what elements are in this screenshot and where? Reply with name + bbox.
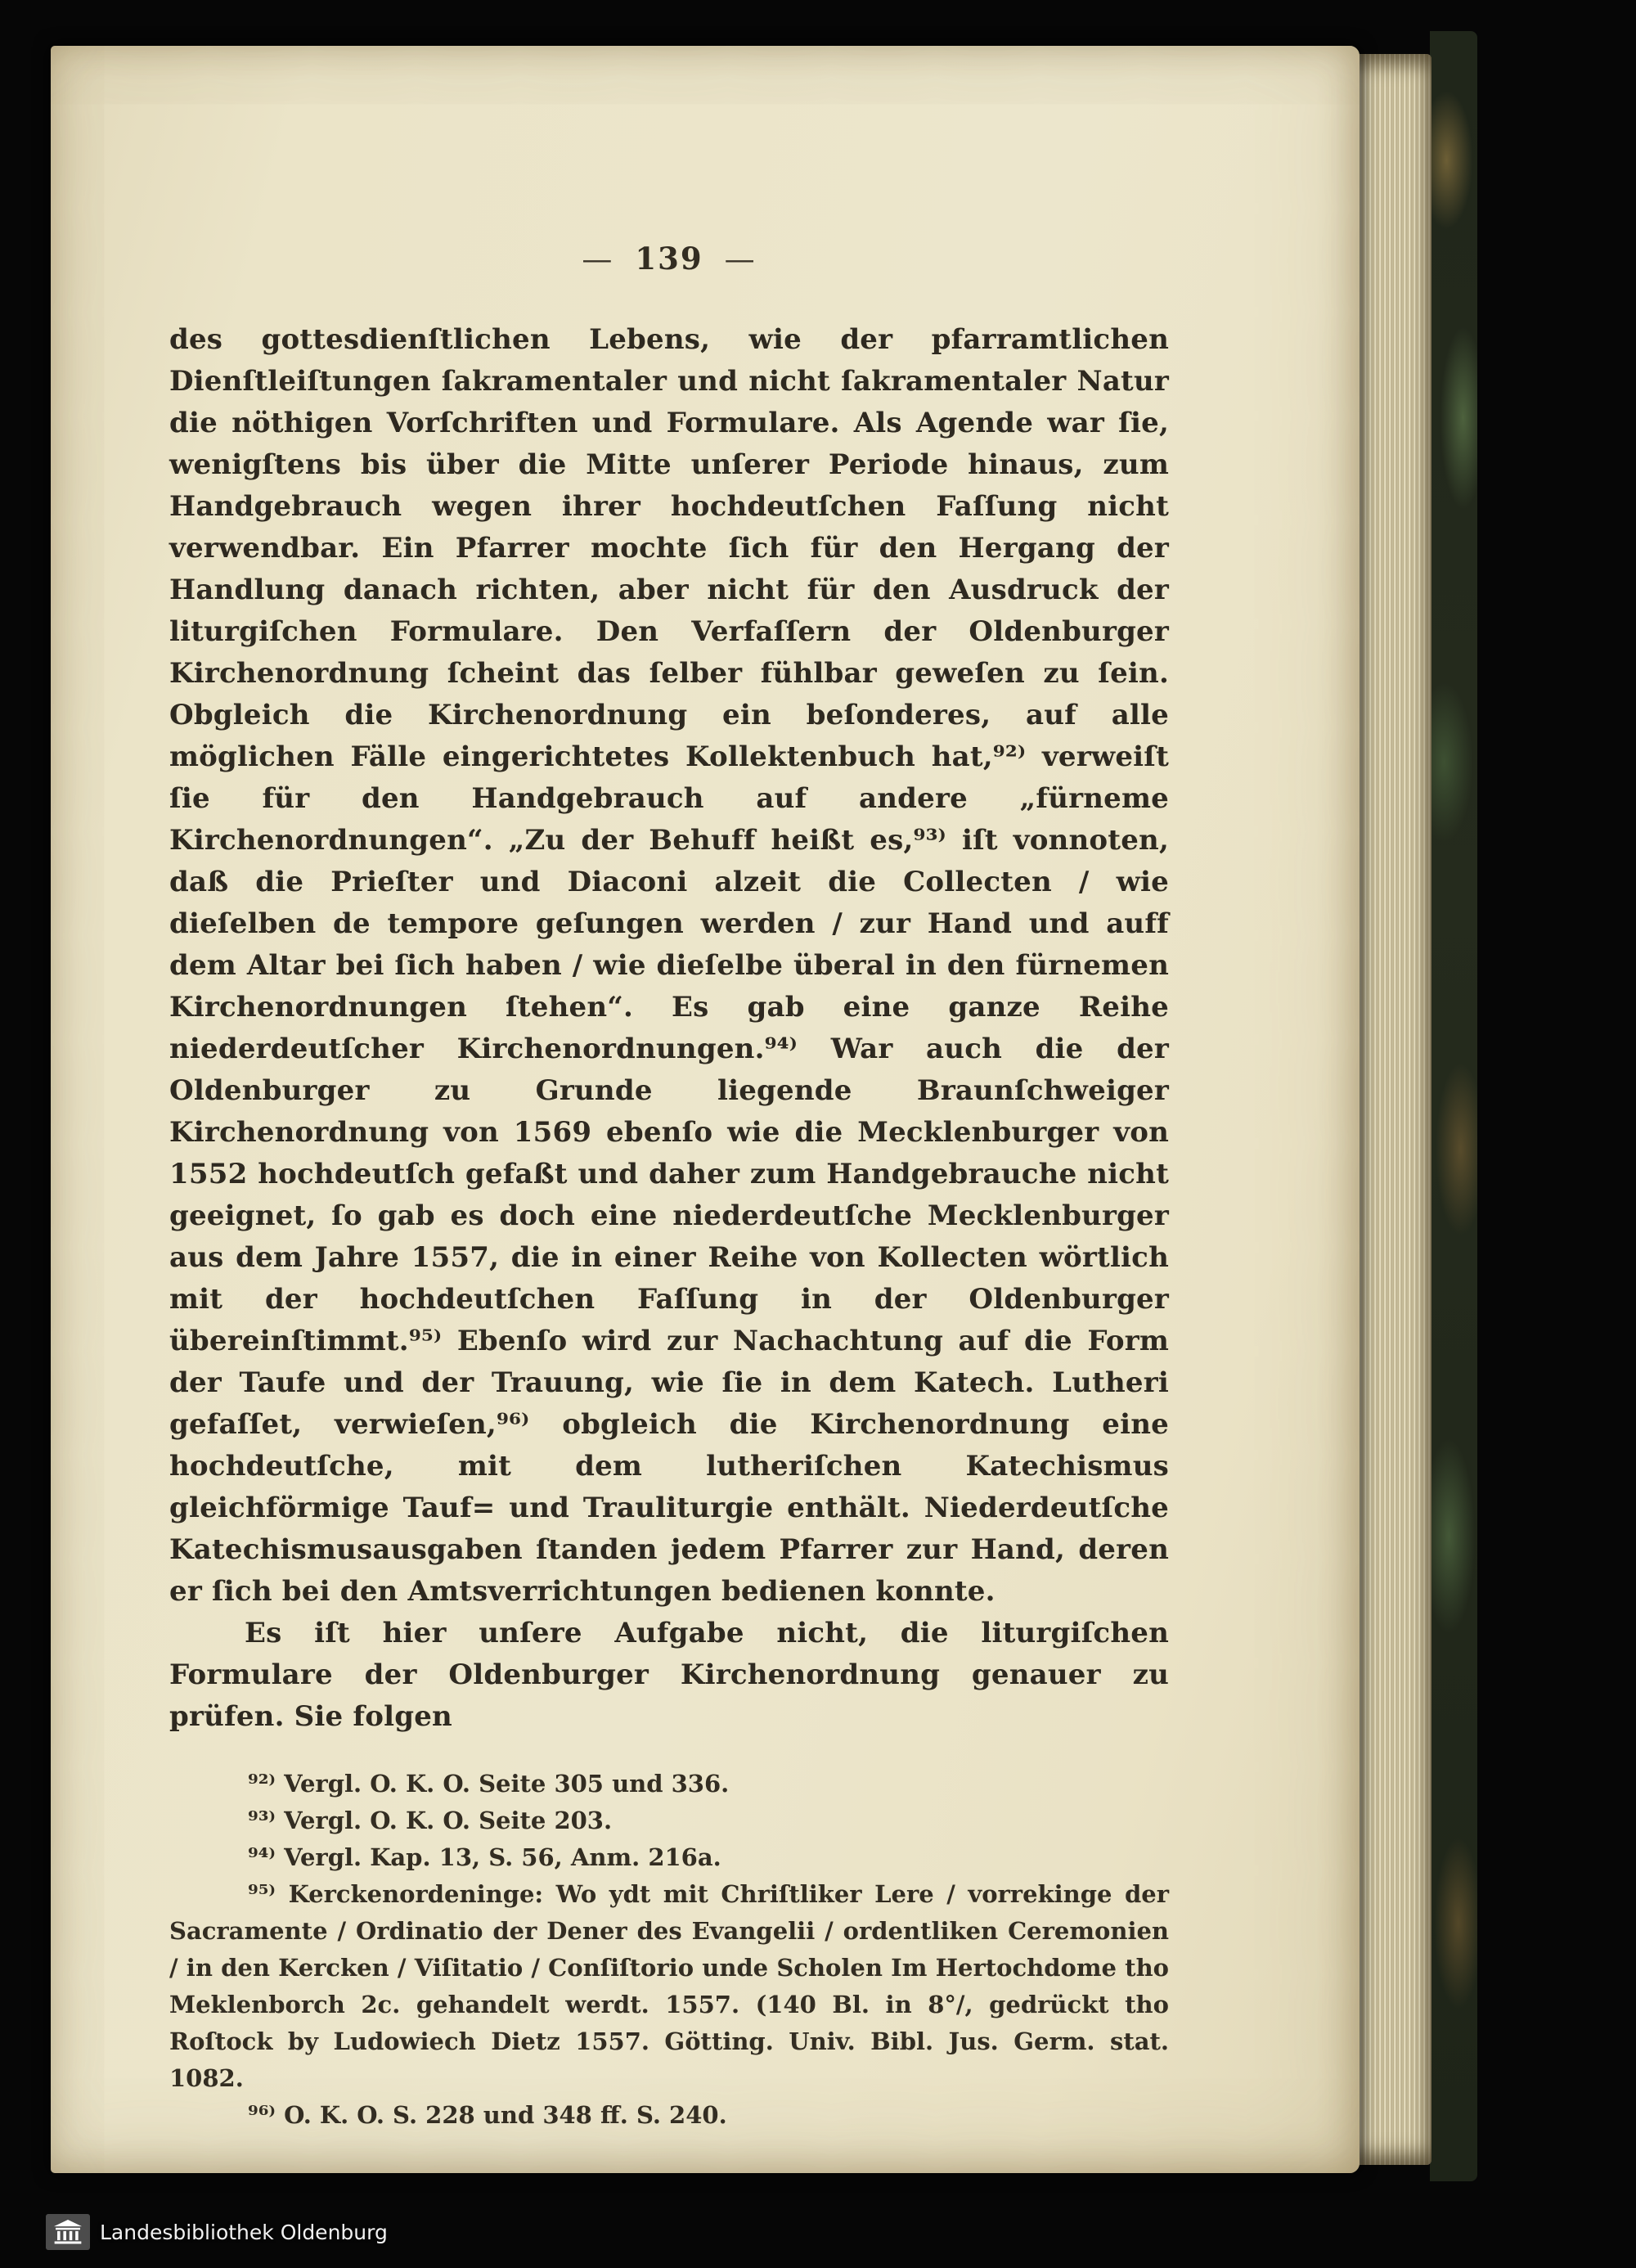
footnote-92: ⁹²⁾ Vergl. O. K. O. Seite 305 und 336. bbox=[248, 1770, 730, 1798]
page-number-dash-right: — bbox=[724, 241, 757, 277]
footnotes-section bbox=[169, 1766, 1169, 2134]
page-edges bbox=[1350, 54, 1432, 2165]
footnote-95: ⁹⁵⁾ Kerckenordeninge: Wo ydt mit Chriſtliker Lere / vorrekinge der Sacramente / Ordinatio der Dener des Evangelii / ordentliken Ceremonien / in den Kercken / Viſitatio / Conſiſtorio unde Scholen Im Hertochdome tho Meklenborch 2c. gehandelt werdt. 1557. (140 Bl. in 8°/, gedrückt tho Roſtock by Ludowiech Dietz 1557. Götting. Univ. Bibl. Jus. Germ. stat. 1082. bbox=[169, 1880, 1169, 2092]
footnote-94: ⁹⁴⁾ Vergl. Kap. 13, S. 56, Anm. 216a. bbox=[248, 1843, 721, 1871]
page-number: 139 bbox=[635, 241, 703, 277]
book-binding bbox=[1430, 31, 1477, 2181]
page-header bbox=[169, 241, 1169, 277]
body-paragraph-2: Es iſt hier unſere Aufgabe nicht, die liturgiſchen Formulare der Oldenburger Kirchenordnung genauer zu prüfen. Sie folgen bbox=[169, 1617, 1169, 1733]
footnote-93: ⁹³⁾ Vergl. O. K. O. Seite 203. bbox=[248, 1807, 613, 1834]
body-paragraph-1: des gottesdienſtlichen Lebens, wie der pfarramtlichen Dienſtleiſtungen ſakramentaler und nicht ſakramentaler Natur die nöthigen Vorſchriften und Formulare. Als Agende war ſie, wenigſtens bis über die Mitte unſerer Periode hinaus, zum Handgebrauch wegen ihrer hochdeutſchen Faſſung nicht verwendbar. Ein Pfarrer mochte ſich für den Hergang der Handlung danach richten, aber nicht für den Ausdruck der liturgiſchen Formulare. Den Verfaſſern der Oldenburger Kirchenordnung ſcheint das ſelber fühlbar geweſen zu ſein. Obgleich die Kirchenordnung ein beſonderes, auf alle möglichen Fälle eingerichtetes Kollektenbuch hat,⁹²⁾ verweiſt ſie für den Handgebrauch auf andere „fürneme Kirchenordnungen“. „Zu der Behuff heißt es,⁹³⁾ iſt vonnoten, daß die Prieſter und Diaconi alzeit die Collecten / wie dieſelben de tempore geſungen werden / zur Hand und auff dem Altar bei ſich haben / wie dieſelbe überal in den fürnemen Kirchenordnungen ſtehen“. Es gab eine ganze Reihe niederdeutſcher Kirchenordnungen.⁹⁴⁾ War auch die der Oldenburger zu Grunde liegende Braunſchweiger Kirchenordnung von 1569 ebenſo wie die Mecklenburger von 1552 hochdeutſch gefaßt und daher zum Handgebrauche nicht geeignet, ſo gab es doch eine niederdeutſche Mecklenburger aus dem Jahre 1557, die in einer Reihe von Kollecten wörtlich mit der hochdeutſchen Faſſung in der Oldenburger übereinſtimmt.⁹⁵⁾ Ebenſo wird zur Nachachtung auf die Form der Taufe und der Trauung, wie ſie in dem Katech. Lutheri gefaſſet, verwieſen,⁹⁶⁾ obgleich die Kirchenordnung eine hochdeutſche, mit dem lutheriſchen Katechismus gleichförmige Tauf= und Trauliturgie enthält. Niederdeutſche Katechismusausgaben ſtanden jedem Pfarrer zur Hand, deren er ſich bei den Amtsverrichtungen bedienen konnte. bbox=[169, 323, 1169, 1608]
library-credit bbox=[46, 2214, 388, 2250]
library-logo-icon bbox=[46, 2214, 90, 2250]
text-column bbox=[169, 241, 1169, 2134]
book-page bbox=[51, 46, 1360, 2173]
footnote-96: ⁹⁶⁾ O. K. O. S. 228 und 348 ff. S. 240. bbox=[248, 2101, 727, 2129]
library-name: Landesbibliothek Oldenburg bbox=[100, 2220, 388, 2244]
page-number-dash-left: — bbox=[582, 241, 614, 277]
